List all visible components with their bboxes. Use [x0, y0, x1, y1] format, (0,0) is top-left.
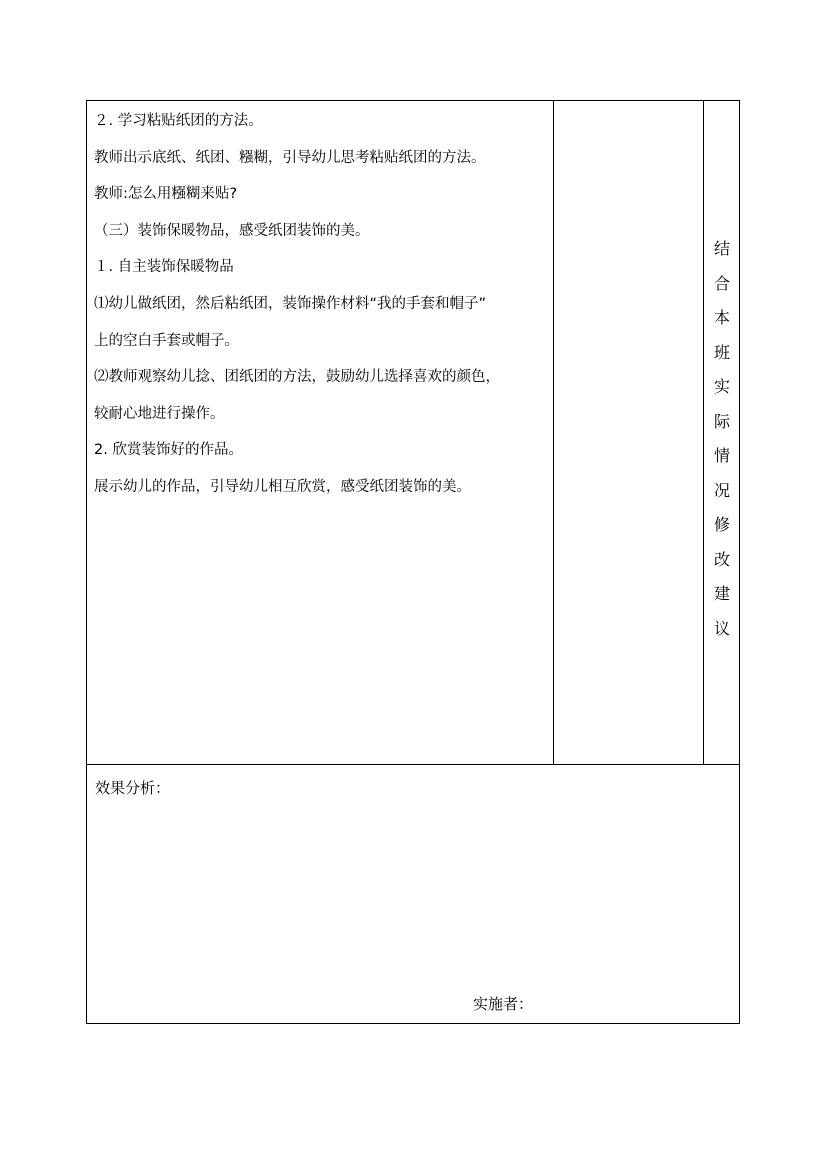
- vertical-char: 情: [713, 446, 730, 465]
- vertical-char: 实: [713, 377, 730, 396]
- lesson-line: 较耐心地进行操作。: [94, 405, 225, 422]
- lesson-content-cell: [94, 111, 550, 514]
- vertical-char: 结: [713, 239, 730, 258]
- lesson-line: ⑴幼儿做纸团，然后粘纸团，装饰操作材料“我的手套和帽子”: [94, 295, 487, 312]
- row-divider: [86, 764, 740, 765]
- column-divider-1: [553, 100, 554, 764]
- implementer-label: 实施者：: [473, 995, 534, 1013]
- lesson-line: ２. 学习粘贴纸团的方法。: [94, 113, 263, 129]
- vertical-char: 建: [713, 584, 730, 603]
- lesson-line: 上的空白手套或帽子。: [94, 332, 239, 349]
- effect-analysis-label: 效果分析：: [95, 779, 171, 797]
- vertical-char: 修: [713, 515, 730, 534]
- vertical-char: 际: [713, 411, 730, 431]
- vertical-char: 班: [713, 342, 730, 362]
- lesson-line: （三）装饰保暖物品，感受纸团装饰的美。: [94, 222, 370, 239]
- lesson-line: ⑵教师观察幼儿捻、团纸团的方法，鼓励幼儿选择喜欢的颜色，: [94, 369, 500, 386]
- vertical-char: 况: [713, 480, 730, 500]
- vertical-char: 本: [713, 308, 730, 327]
- vertical-char: 改: [713, 549, 730, 569]
- lesson-line: 展示幼儿的作品，引导幼儿相互欣赏，感受纸团装饰的美。: [94, 478, 471, 495]
- lesson-line: １. 自主装饰保暖物品: [94, 259, 234, 276]
- vertical-char: 合: [713, 273, 730, 293]
- lesson-line: 教师:怎么用糨糊来贴?: [94, 186, 238, 203]
- revision-suggestion-label: [704, 232, 740, 646]
- vertical-char: 议: [713, 618, 730, 638]
- lesson-line: 2. 欣赏装饰好的作品。: [94, 442, 243, 459]
- lesson-line: 教师出示底纸、纸团、糨糊，引导幼儿思考粘贴纸团的方法。: [94, 149, 486, 166]
